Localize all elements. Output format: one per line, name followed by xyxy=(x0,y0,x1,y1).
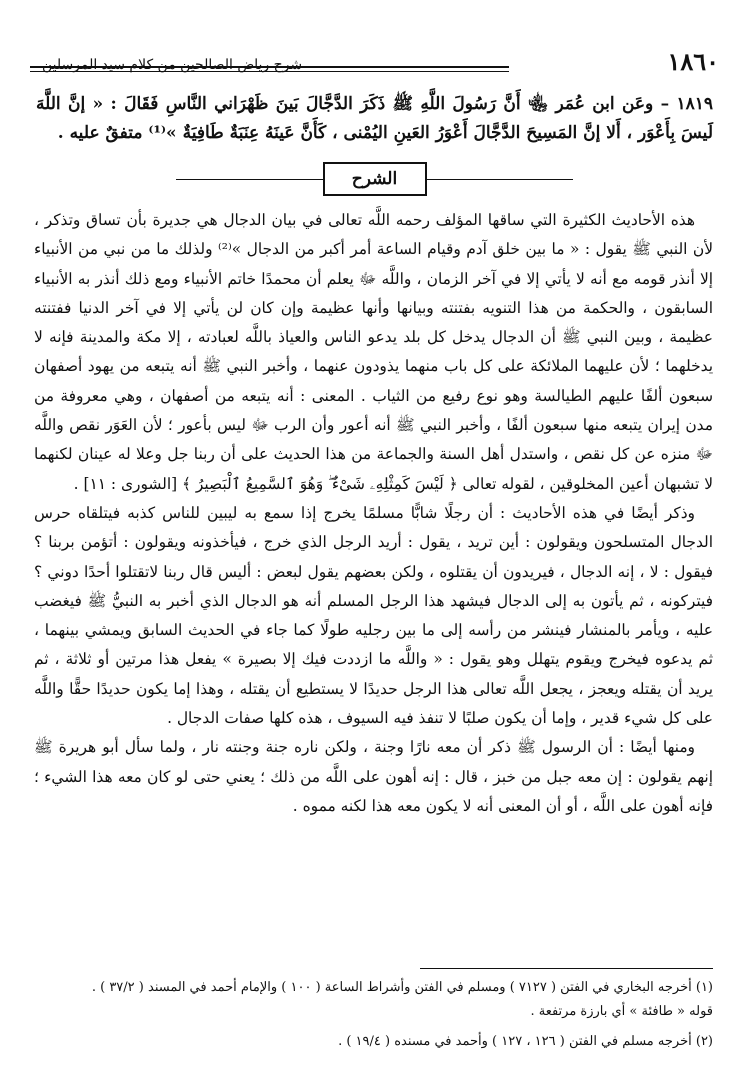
section-label: الشرح xyxy=(323,162,427,196)
paragraph: هذه الأحاديث الكثيرة التي ساقها المؤلف رحمه اللَّه تعالى في بيان الدجال هي جديرة بأن تساق وتذكر ، لأن النبي ﷺ يقول : « ما بين خلق آدم وقيام الساعة أمر أكبر من الدجال »⁽²⁾ ولذلك ما من نبي من الأنبياء إلا أنذر قومه مع أنه لا يأتي إلا في آخر الزمان ، واللَّه ﷻ يعلم أن محمدًا خاتم الأنبياء ومع ذلك أنذر به الأنبياء السابقون ، والحكمة من هذا التنويه بفتنته وبيانها وأنها عظيمة وإن كان لن يأتي إلا في آخر الدنيا ففتنته عظيمة ، وبين النبي ﷺ أن الدجال يدخل كل بلد يدعو الناس والعياذ باللَّه لعبادته ، إلا مكة والمدينة فإنه لا يدخلهما ؛ لأن عليهما الملائكة على كل باب منهما يذودون عنهما ، وأخبر النبي ﷺ أنه يتبعه من يهود أصفهان سبعون ألفًا عليهم الطيالسة وهو نوع رفيع من الثياب . المعنى : أنه يتبعه من أصفهان ، وهي معروفة من مدن إيران يتبعه منها سبعون ألفًا ، وأخبر النبي ﷺ أنه أعور وأن الرب ﷻ ليس بأعور ؛ لأن العَوَر نقص واللَّه ﷻ منزه عن كل نقص ، واستدل أهل السنة والجماعة من هذا الحديث على أن ربنا جل وعلا له عينان لكنهما لا تشبهان أعين المخلوقين ، لقوله تعالى ﴿ لَيْسَ كَمِثْلِهِۦ شَىْءٌ ۖ وَهُوَ ٱلسَّمِيعُ ٱلْبَصِيرُ ﴾ [الشورى : ١١] . xyxy=(34,211,713,493)
footnote-1-note: قوله « طافئة » أي بارزة مرتفعة . xyxy=(530,1004,713,1019)
header-rule xyxy=(30,66,509,72)
section-heading xyxy=(36,162,713,198)
footnotes xyxy=(40,976,713,1054)
footnote-1: (١) أخرجه البخاري في الفتن ( ٧١٢٧ ) ومسلم في الفتن وأشراط الساعة ( ١٠٠ ) والإمام أحمد في المسند ( ٣٧/٢ ) . xyxy=(91,980,713,995)
running-title: شرح رياض الصالحين من كلام سيد المرسلين xyxy=(42,57,303,73)
paragraph: وذكر أيضًا في هذه الأحاديث : أن رجلًا شابًّا مسلمًا يخرج إذا سمع به ليبين للناس كذبه فيتلقاه حرس الدجال المتسلحون ويقولون : أين تريد ، يقول : أريد الرجل الذي خرج ، فيأخذونه ويقولون : أتؤمن بربنا ؟ فيقول : لا ، إنه الدجال ، فيريدون أن يقتلوه ، ولكن بعضهم يقول لبعض : أليس قال ربنا لاتقتلوا أحدًا دوني ؟ فيتركونه ، ثم يأتون به إلى الدجال فيشهد هذا الرجل المسلم أنه هو الدجال الذي أخبر به النبيُّ ﷺ فيغضب عليه ، ويأمر بالمنشار فينشر من رأسه إلى ما بين رجليه طولًا كما جاء في الحديث السابق ويمشي بينهما ، ثم يدعوه فيخرج ويقوم يتهلل وهو يقول : « واللَّه ما ازددت فيك إلا بصيرة » يفعل هذا مرتين أو ثلاثة ، ثم يريد أن يقتله ويعجز ، يجعل اللَّه تعالى هذا الرجل حديدًا لا يستطيع أن يقتله ، وهذا إما يكون حديدًا حقًّا واللَّه على كل شيء قدير ، وإما أن يكون صلبًا لا تنفذ فيه السيوف ، هذه كلها صفات الدجال . xyxy=(34,503,713,728)
page-number: ١٨٦٠ xyxy=(667,47,719,76)
footnote-rule xyxy=(420,968,713,969)
footnote-2: (٢) أخرجه مسلم في الفتن ( ١٢٦ ، ١٢٧ ) وأحمد في مسنده ( ١٩/٤ ) . xyxy=(338,1034,713,1049)
paragraph: ومنها أيضًا : أن الرسول ﷺ ذكر أن معه نارًا وجنة ، ولكن ناره جنة وجنته نار ، ولما سأل أبو هريرة ﷺ إنهم يقولون : إن معه جبل من خبز ، قال : إنه أهون على اللَّه من ذلك ؛ يعني حتى لو كان معه هذا الشيء ؛ فإنه أهون على اللَّه ، أو أن المعنى أنه لا يكون معه هذا لكنه مموه . xyxy=(34,738,713,815)
hadith-text: ١٨١٩ – وعَن ابن عُمَر ﵄ أَنَّ رَسُولَ اللَّهِ ﷺ ذَكَرَ الدَّجَّالَ بَينَ ظَهْرَاني النَّاسِ فَقَالَ : « إنَّ اللَّهَ لَيسَ بِأَعْوَر ، أَلا إنَّ المَسِيحَ الدَّجَّالَ أَعْوَرُ العَينِ اليُمْنى ، كَأَنَّ عَينَهُ عِنَبَةٌ طَافِيَةٌ »⁽¹⁾ متفقٌ عليه . xyxy=(36,94,713,143)
commentary-body xyxy=(34,206,713,821)
